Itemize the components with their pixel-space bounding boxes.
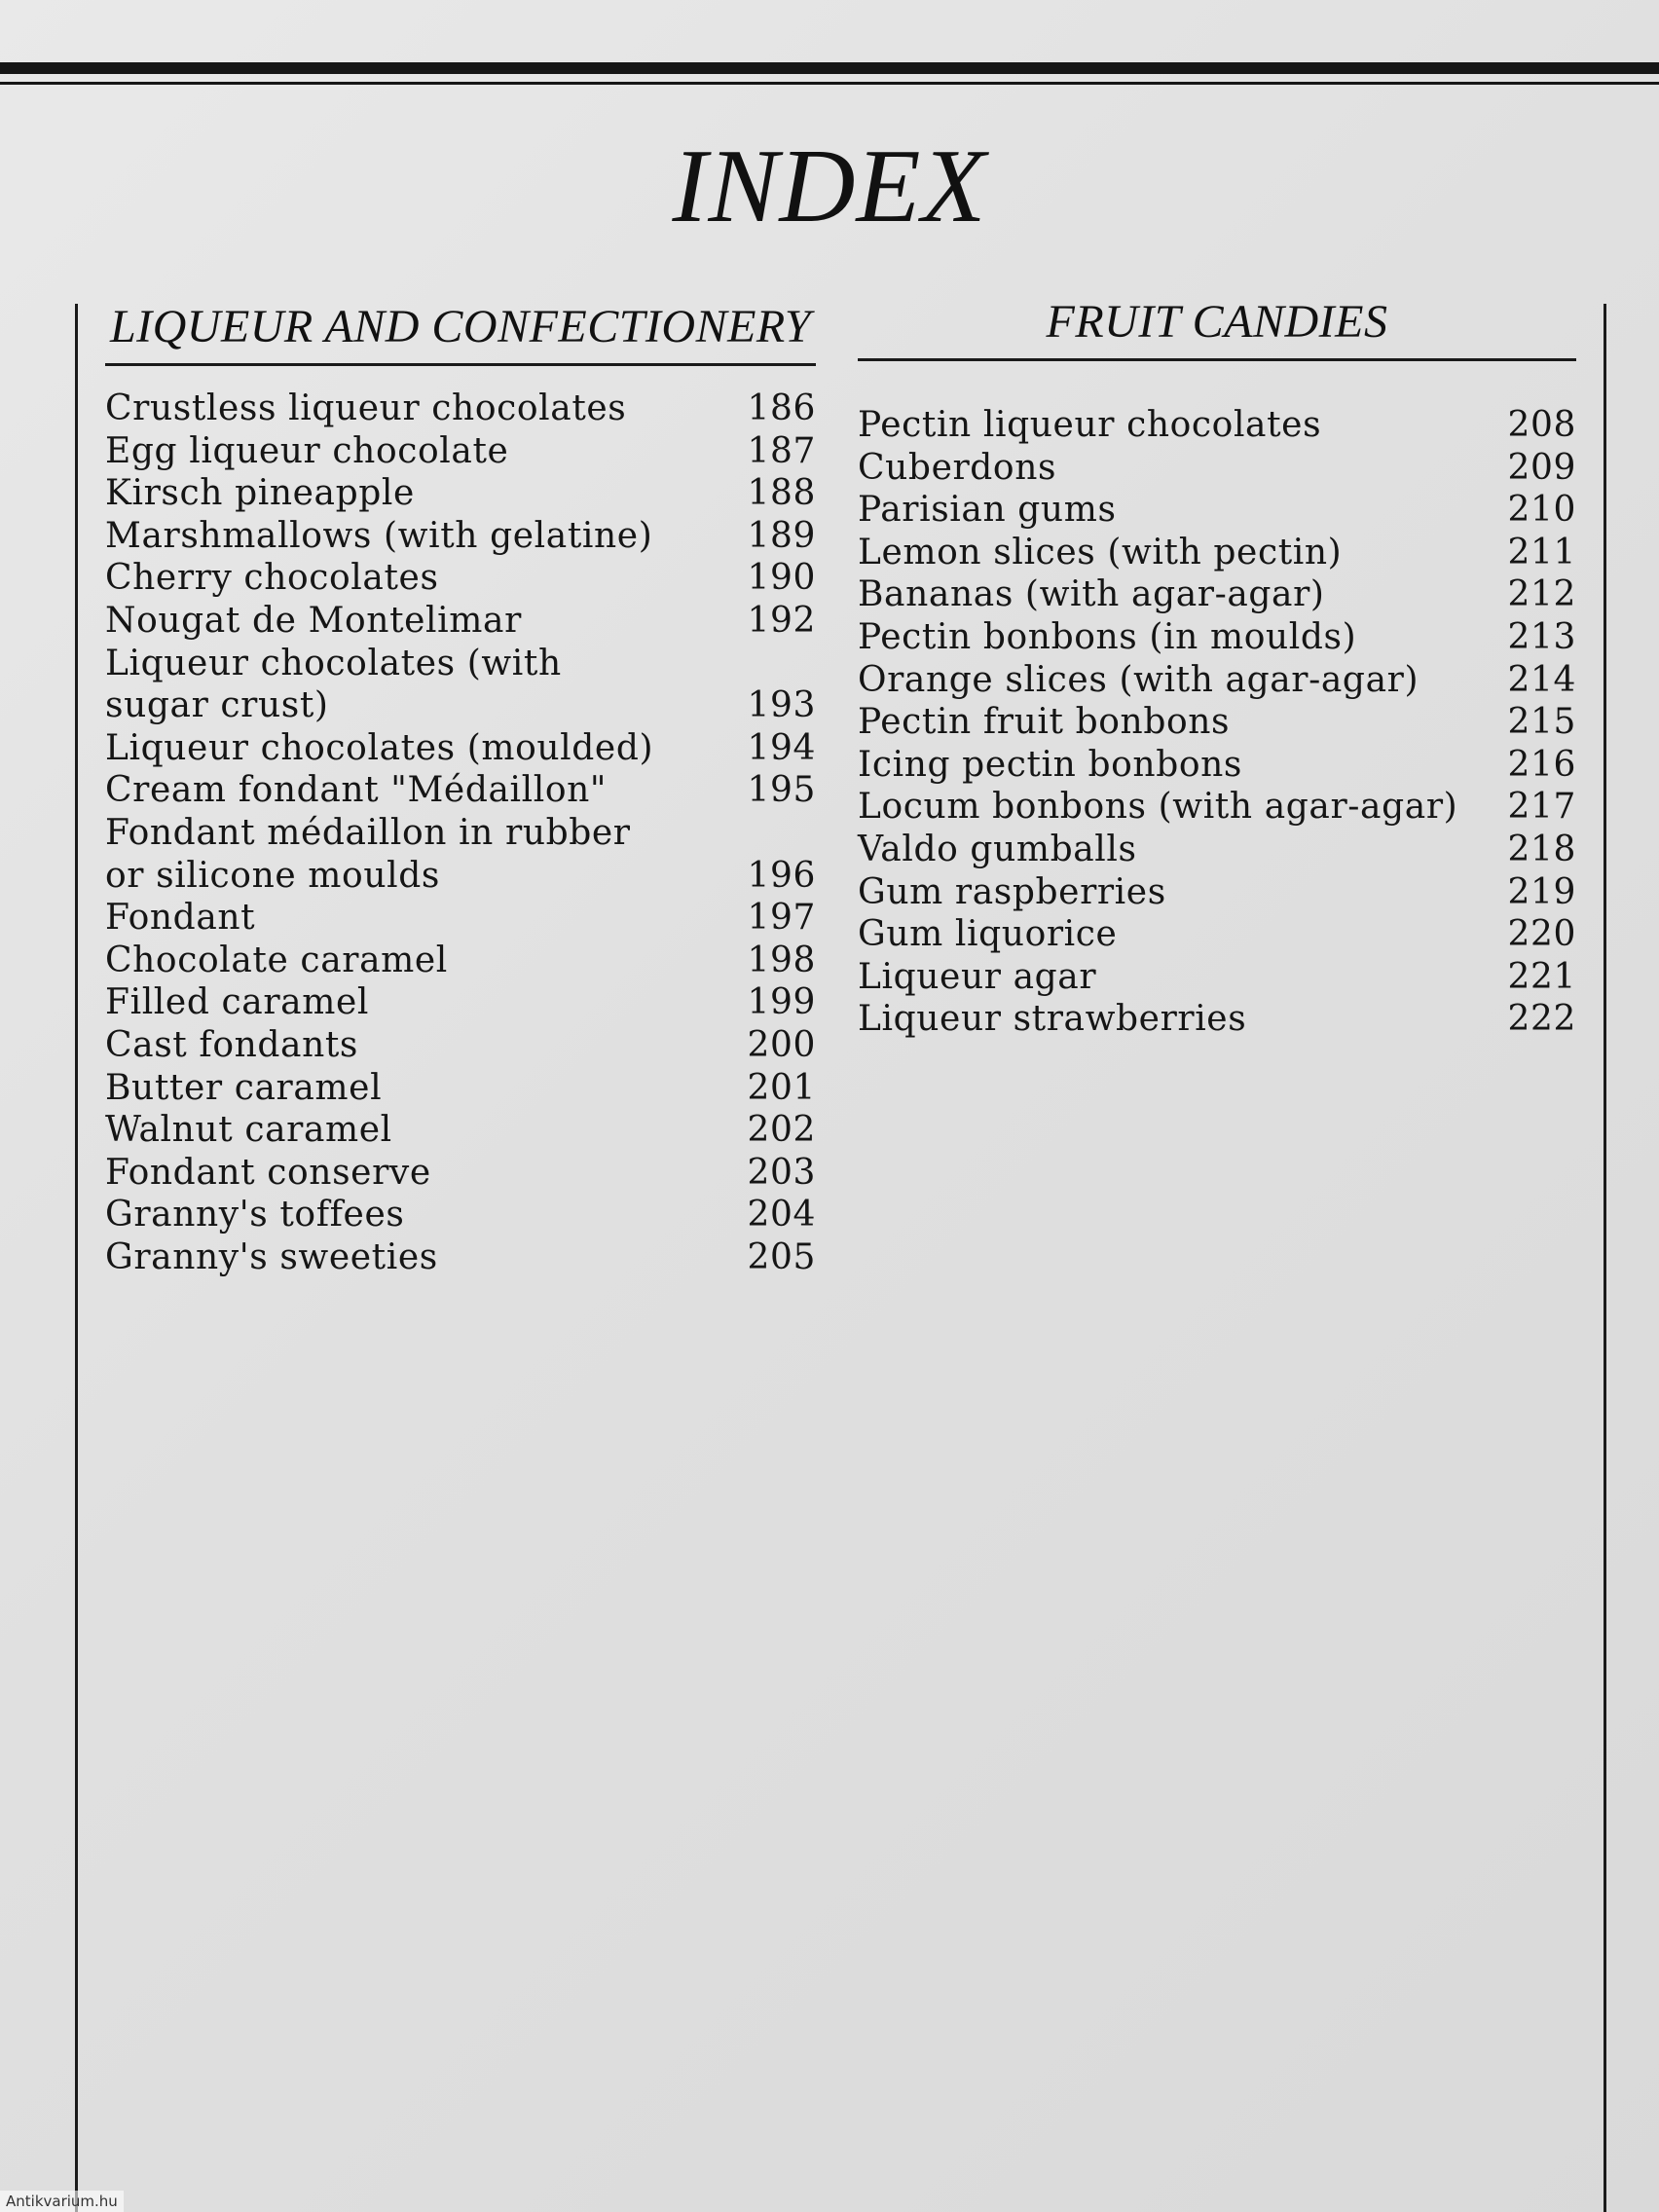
entry-page-number: 199 xyxy=(747,982,816,1023)
entry-title: Liqueur chocolates (with sugar crust) xyxy=(105,643,562,726)
entry-title: Chocolate caramel xyxy=(105,940,448,980)
page-title: INDEX xyxy=(672,129,987,244)
entry-page-number: 195 xyxy=(747,770,816,811)
entry-title: Crustless liqueur chocolates xyxy=(105,388,627,428)
entry-title: Walnut caramel xyxy=(105,1110,392,1151)
entry-title: Pectin fruit bonbons xyxy=(858,702,1231,743)
index-entry xyxy=(858,659,1576,702)
entry-title: Locum bonbons (with agar-agar) xyxy=(858,787,1458,828)
entry-title: Granny's toffees xyxy=(105,1195,405,1235)
entry-page-number: 200 xyxy=(747,1024,816,1065)
index-entry xyxy=(858,829,1576,871)
index-entry xyxy=(105,940,816,982)
entry-title: Pectin bonbons (in moulds) xyxy=(858,616,1357,657)
entry-page-number: 193 xyxy=(747,685,816,726)
entry-title: Cast fondants xyxy=(105,1024,359,1065)
right-border-line xyxy=(1604,304,1606,2212)
entry-title: Butter caramel xyxy=(105,1067,383,1108)
entry-title: Gum raspberries xyxy=(858,871,1166,912)
index-entry xyxy=(105,727,816,770)
entry-page-number: 215 xyxy=(1507,702,1576,743)
entry-page-number: 221 xyxy=(1507,956,1576,997)
index-entry xyxy=(858,573,1576,616)
entry-page-number: 222 xyxy=(1507,999,1576,1040)
entry-page-number: 190 xyxy=(747,558,816,599)
entry-page-number: 218 xyxy=(1507,829,1576,869)
entry-title: Liqueur agar xyxy=(858,956,1097,997)
entry-page-number: 212 xyxy=(1507,574,1576,615)
entry-page-number: 203 xyxy=(747,1152,816,1193)
entry-page-number: 220 xyxy=(1507,914,1576,955)
entry-title: Parisian gums xyxy=(858,490,1117,531)
entry-page-number: 217 xyxy=(1507,787,1576,828)
entry-title: Granny's sweeties xyxy=(105,1236,438,1277)
entry-page-number: 210 xyxy=(1507,490,1576,531)
index-entry xyxy=(858,998,1576,1041)
right-index-column xyxy=(858,292,1576,1041)
entry-title: Fondant conserve xyxy=(105,1152,431,1193)
entry-page-number: 208 xyxy=(1507,405,1576,445)
left-border-line xyxy=(75,304,78,2212)
index-entry xyxy=(105,430,816,473)
index-entry xyxy=(105,981,816,1024)
entry-page-number: 188 xyxy=(747,473,816,514)
index-entry xyxy=(105,897,816,940)
index-entry xyxy=(105,643,816,727)
left-column-heading: LIQUEUR AND CONFECTIONERY xyxy=(105,297,816,366)
top-rule-thick xyxy=(0,62,1659,74)
entry-title: Kirsch pineapple xyxy=(105,473,415,514)
entry-title: Liqueur strawberries xyxy=(858,999,1247,1040)
index-entry xyxy=(105,600,816,643)
entry-title: Filled caramel xyxy=(105,982,369,1023)
index-entry xyxy=(858,956,1576,999)
entry-page-number: 202 xyxy=(747,1110,816,1151)
index-entry xyxy=(105,472,816,515)
index-entry xyxy=(105,812,816,897)
left-entry-list xyxy=(105,387,816,1278)
entry-title: Egg liqueur chocolate xyxy=(105,430,509,471)
entry-page-number: 216 xyxy=(1507,744,1576,785)
index-entry xyxy=(105,1152,816,1195)
watermark: Antikvarium.hu xyxy=(0,2191,124,2212)
entry-title: Valdo gumballs xyxy=(858,829,1137,869)
entry-title: Cherry chocolates xyxy=(105,558,439,599)
entry-page-number: 198 xyxy=(747,940,816,980)
entry-page-number: 201 xyxy=(747,1067,816,1108)
entry-page-number: 196 xyxy=(747,855,816,896)
entry-title: Pectin liqueur chocolates xyxy=(858,405,1322,445)
index-entry xyxy=(858,744,1576,787)
entry-title: Icing pectin bonbons xyxy=(858,744,1242,785)
entry-page-number: 204 xyxy=(747,1195,816,1235)
index-entry xyxy=(105,557,816,600)
index-entry xyxy=(858,404,1576,447)
index-entry xyxy=(858,701,1576,744)
index-entry xyxy=(858,786,1576,829)
entry-title: Cuberdons xyxy=(858,447,1057,488)
top-rule-thin xyxy=(0,82,1659,85)
entry-page-number: 211 xyxy=(1507,532,1576,572)
index-entry xyxy=(858,616,1576,659)
entry-title: Fondant xyxy=(105,898,256,939)
right-column-heading: FRUIT CANDIES xyxy=(858,292,1576,361)
entry-page-number: 189 xyxy=(747,515,816,556)
index-entry xyxy=(105,769,816,812)
entry-page-number: 205 xyxy=(747,1236,816,1277)
entry-page-number: 197 xyxy=(747,898,816,939)
right-entry-list xyxy=(858,404,1576,1041)
entry-title: Fondant médaillon in rubber or silicone moulds xyxy=(105,812,631,896)
index-entry xyxy=(858,489,1576,532)
entry-title: Gum liquorice xyxy=(858,914,1118,955)
entry-page-number: 192 xyxy=(747,600,816,641)
index-entry xyxy=(105,1067,816,1110)
entry-page-number: 219 xyxy=(1507,871,1576,912)
entry-title: Orange slices (with agar-agar) xyxy=(858,659,1419,700)
entry-page-number: 194 xyxy=(747,727,816,768)
index-entry xyxy=(105,387,816,430)
index-entry xyxy=(105,515,816,558)
index-entry xyxy=(105,1109,816,1152)
index-entry xyxy=(105,1194,816,1236)
entry-page-number: 214 xyxy=(1507,659,1576,700)
entry-title: Marshmallows (with gelatine) xyxy=(105,515,653,556)
entry-title: Liqueur chocolates (moulded) xyxy=(105,727,654,768)
entry-page-number: 213 xyxy=(1507,616,1576,657)
entry-title: Bananas (with agar-agar) xyxy=(858,574,1325,615)
index-entry xyxy=(105,1024,816,1067)
index-entry xyxy=(858,532,1576,574)
left-index-column xyxy=(105,297,816,1278)
entry-title: Nougat de Montelimar xyxy=(105,600,522,641)
entry-page-number: 187 xyxy=(747,430,816,471)
index-entry xyxy=(858,871,1576,914)
entry-page-number: 186 xyxy=(747,388,816,428)
entry-title: Cream fondant "Médaillon" xyxy=(105,770,608,811)
index-entry xyxy=(858,447,1576,490)
index-entry xyxy=(105,1236,816,1279)
entry-page-number: 209 xyxy=(1507,447,1576,488)
entry-title: Lemon slices (with pectin) xyxy=(858,532,1343,572)
index-entry xyxy=(858,913,1576,956)
